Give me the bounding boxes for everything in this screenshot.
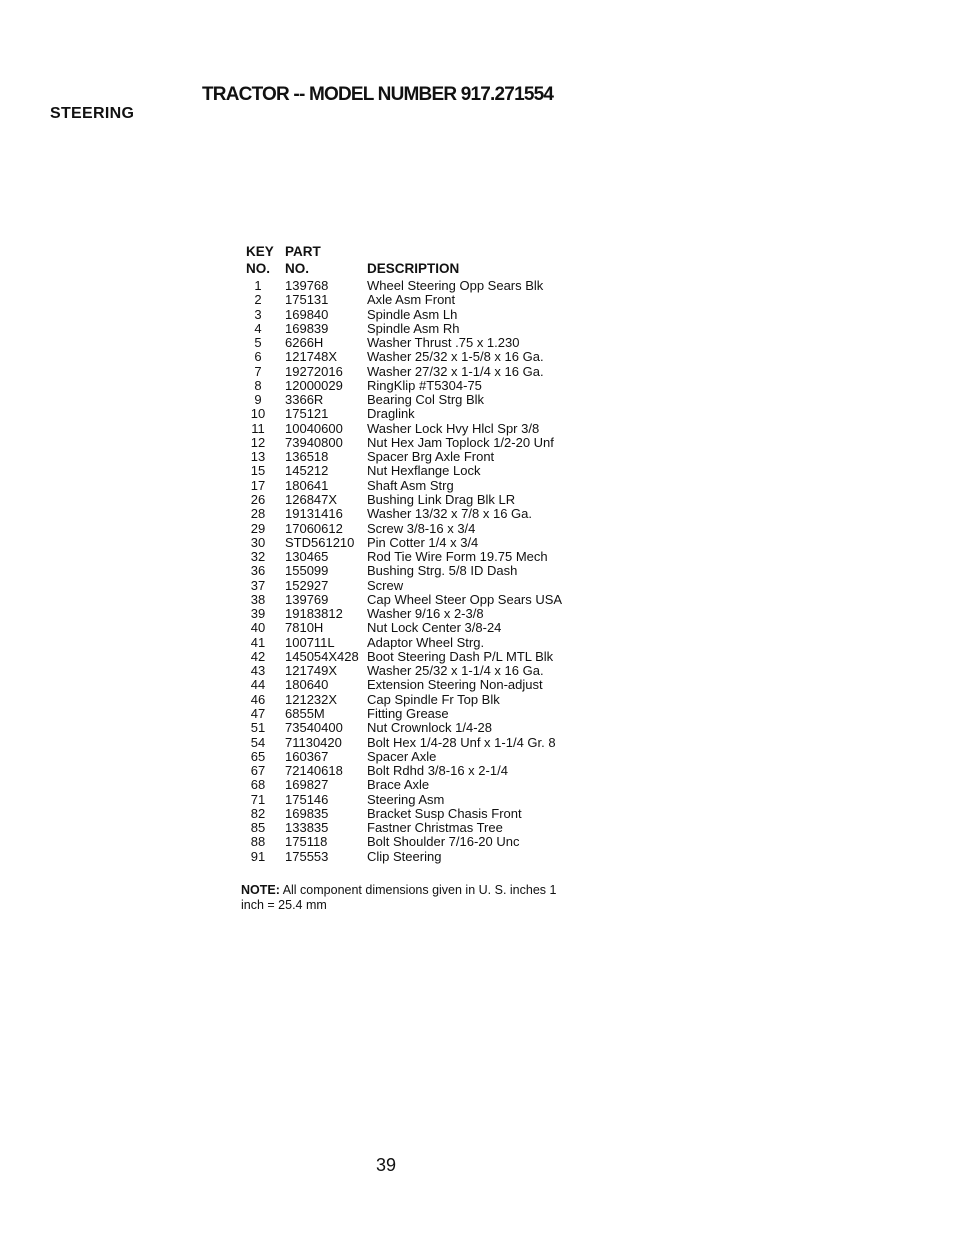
part-description: Fitting Grease xyxy=(367,705,449,721)
key-number: 7 xyxy=(254,363,262,379)
part-number: 12000029 xyxy=(285,377,343,393)
key-number: 85 xyxy=(250,820,266,836)
key-number: 39 xyxy=(250,606,266,622)
part-number: 160367 xyxy=(285,748,329,764)
key-number: 44 xyxy=(250,677,266,693)
part-number: 133835 xyxy=(285,820,329,836)
key-number: 28 xyxy=(250,506,266,522)
key-number: 41 xyxy=(250,634,266,650)
key-number: 29 xyxy=(250,520,266,536)
key-number: 40 xyxy=(250,620,266,636)
part-description: Washer 9/16 x 2-3/8 xyxy=(367,606,484,622)
key-number: 32 xyxy=(250,549,266,565)
part-number: 175553 xyxy=(285,848,329,864)
part-number: STD561210 xyxy=(285,534,355,550)
key-number: 38 xyxy=(250,591,266,607)
key-number: 6 xyxy=(254,349,262,365)
header-part-top: PART xyxy=(285,244,321,259)
part-number: 10040600 xyxy=(285,420,343,436)
key-number: 1 xyxy=(254,278,262,293)
part-number: 169835 xyxy=(285,805,329,821)
part-description: Nut Lock Center 3/8-24 xyxy=(367,620,502,636)
key-number: 3 xyxy=(254,306,262,322)
part-description: Bushing Link Drag Blk LR xyxy=(367,491,516,507)
key-number: 46 xyxy=(250,691,266,707)
key-number: 9 xyxy=(254,392,262,408)
part-description: Draglink xyxy=(367,406,415,422)
section-heading: STEERING xyxy=(50,105,135,122)
key-number: 12 xyxy=(250,434,266,450)
part-number: 130465 xyxy=(285,549,329,565)
part-number: 169839 xyxy=(285,320,329,336)
part-number: 6266H xyxy=(285,335,324,351)
part-number: 175118 xyxy=(285,834,328,850)
part-description: Screw xyxy=(367,577,404,593)
part-description: Cap Spindle Fr Top Blk xyxy=(367,691,500,707)
part-description: Boot Steering Dash P/L MTL Blk xyxy=(367,648,554,664)
part-description: Bolt Hex 1/4-28 Unf x 1-1/4 Gr. 8 xyxy=(367,734,556,750)
part-description: Clip Steering xyxy=(367,848,442,864)
part-number: 175121 xyxy=(285,406,329,422)
key-number: 30 xyxy=(250,534,266,550)
part-description: Axle Asm Front xyxy=(367,292,456,308)
part-description: Washer 25/32 x 1-5/8 x 16 Ga. xyxy=(367,349,544,365)
part-number: 19131416 xyxy=(285,506,343,522)
dimension-note xyxy=(241,883,561,913)
header-key-top: KEY xyxy=(246,244,274,259)
key-number: 71 xyxy=(250,791,266,807)
key-number: 36 xyxy=(250,563,266,579)
part-number: 139768 xyxy=(285,278,329,293)
part-number: 121232X xyxy=(285,691,338,707)
key-number: 8 xyxy=(254,377,262,393)
part-description: Wheel Steering Opp Sears Blk xyxy=(367,278,544,293)
part-number: 126847X xyxy=(285,491,338,507)
key-number: 82 xyxy=(250,805,266,821)
key-number: 43 xyxy=(250,663,266,679)
part-description: Washer 25/32 x 1-1/4 x 16 Ga. xyxy=(367,663,544,679)
part-number: 17060612 xyxy=(285,520,343,536)
key-number: 54 xyxy=(250,734,266,750)
part-description: Spindle Asm Lh xyxy=(367,306,458,322)
part-number: 152927 xyxy=(285,577,329,593)
part-description: Washer Lock Hvy Hlcl Spr 3/8 xyxy=(367,420,540,436)
part-number: 175131 xyxy=(285,292,329,308)
key-number: 91 xyxy=(250,848,266,864)
part-description: Bracket Susp Chasis Front xyxy=(367,805,522,821)
part-number: 72140618 xyxy=(285,763,343,779)
part-description: Steering Asm xyxy=(367,791,445,807)
key-number: 67 xyxy=(250,763,266,779)
key-number: 17 xyxy=(250,477,266,493)
part-number: 136518 xyxy=(285,449,329,465)
part-number: 6855M xyxy=(285,705,325,721)
part-description: Spindle Asm Rh xyxy=(367,320,460,336)
key-number: 11 xyxy=(251,420,265,436)
part-number: 73940800 xyxy=(285,434,343,450)
part-description: Washer 13/32 x 7/8 x 16 Ga. xyxy=(367,506,532,522)
part-number: 169827 xyxy=(285,777,329,793)
key-number: 15 xyxy=(250,463,266,479)
part-description: Screw 3/8-16 x 3/4 xyxy=(367,520,476,536)
part-description: Spacer Brg Axle Front xyxy=(367,449,495,465)
part-description: Cap Wheel Steer Opp Sears USA xyxy=(367,591,563,607)
part-description: Brace Axle xyxy=(367,777,430,793)
part-number: 7810H xyxy=(285,620,324,636)
part-number: 139769 xyxy=(285,591,329,607)
part-number: 155099 xyxy=(285,563,329,579)
part-number: 121748X xyxy=(285,349,338,365)
part-description: Bearing Col Strg Blk xyxy=(367,392,485,408)
note-text: All component dimensions given in U. S. inches 1 inch = 25.4 mm xyxy=(241,883,557,912)
key-number: 65 xyxy=(250,748,266,764)
key-number: 88 xyxy=(250,834,266,850)
part-description: Nut Hexflange Lock xyxy=(367,463,481,479)
part-description: Fastner Christmas Tree xyxy=(367,820,503,836)
key-number: 51 xyxy=(250,720,266,736)
header-key-bottom: NO. xyxy=(246,261,271,276)
key-number: 2 xyxy=(254,292,262,308)
part-description: Pin Cotter 1/4 x 3/4 xyxy=(367,534,479,550)
part-number: 121749X xyxy=(285,663,338,679)
part-description: Nut Crownlock 1/4-28 xyxy=(367,720,492,736)
part-description: Washer Thrust .75 x 1.230 xyxy=(367,335,520,351)
part-number: 145212 xyxy=(285,463,329,479)
document-title: TRACTOR -- MODEL NUMBER 917.271554 xyxy=(202,84,554,105)
part-description: Spacer Axle xyxy=(367,748,437,764)
key-number: 37 xyxy=(250,577,266,593)
part-description: Bolt Rdhd 3/8-16 x 2-1/4 xyxy=(367,763,508,779)
part-description: Nut Hex Jam Toplock 1/2-20 Unf xyxy=(367,434,554,450)
page-number: 39 xyxy=(376,1155,397,1175)
key-number: 26 xyxy=(250,491,266,507)
part-number: 73540400 xyxy=(285,720,343,736)
header-part-bottom: NO. xyxy=(285,261,310,276)
part-number: 175146 xyxy=(285,791,329,807)
note-label: NOTE: xyxy=(241,883,280,897)
part-description: Bolt Shoulder 7/16-20 Unc xyxy=(367,834,520,850)
key-number: 5 xyxy=(254,335,262,351)
part-description: Extension Steering Non-adjust xyxy=(367,677,543,693)
header-description: DESCRIPTION xyxy=(367,261,460,276)
key-number: 10 xyxy=(250,406,266,422)
part-number: 145054X428 xyxy=(285,648,359,664)
part-description: Adaptor Wheel Strg. xyxy=(367,634,485,650)
part-description: RingKlip #T5304-75 xyxy=(367,377,482,393)
key-number: 4 xyxy=(254,320,262,336)
part-description: Bushing Strg. 5/8 ID Dash xyxy=(367,563,518,579)
part-description: Shaft Asm Strg xyxy=(367,477,454,493)
part-number: 180640 xyxy=(285,677,329,693)
part-number: 3366R xyxy=(285,392,324,408)
key-number: 47 xyxy=(250,705,266,721)
key-number: 68 xyxy=(250,777,266,793)
part-number: 19183812 xyxy=(285,606,343,622)
part-number: 71130420 xyxy=(285,734,342,750)
part-number: 100711L xyxy=(285,634,335,650)
part-number: 180641 xyxy=(285,477,329,493)
part-number: 169840 xyxy=(285,306,329,322)
key-number: 13 xyxy=(250,449,266,465)
part-description: Washer 27/32 x 1-1/4 x 16 Ga. xyxy=(367,363,544,379)
part-description: Rod Tie Wire Form 19.75 Mech xyxy=(367,549,548,565)
part-number: 19272016 xyxy=(285,363,343,379)
key-number: 42 xyxy=(250,648,266,664)
